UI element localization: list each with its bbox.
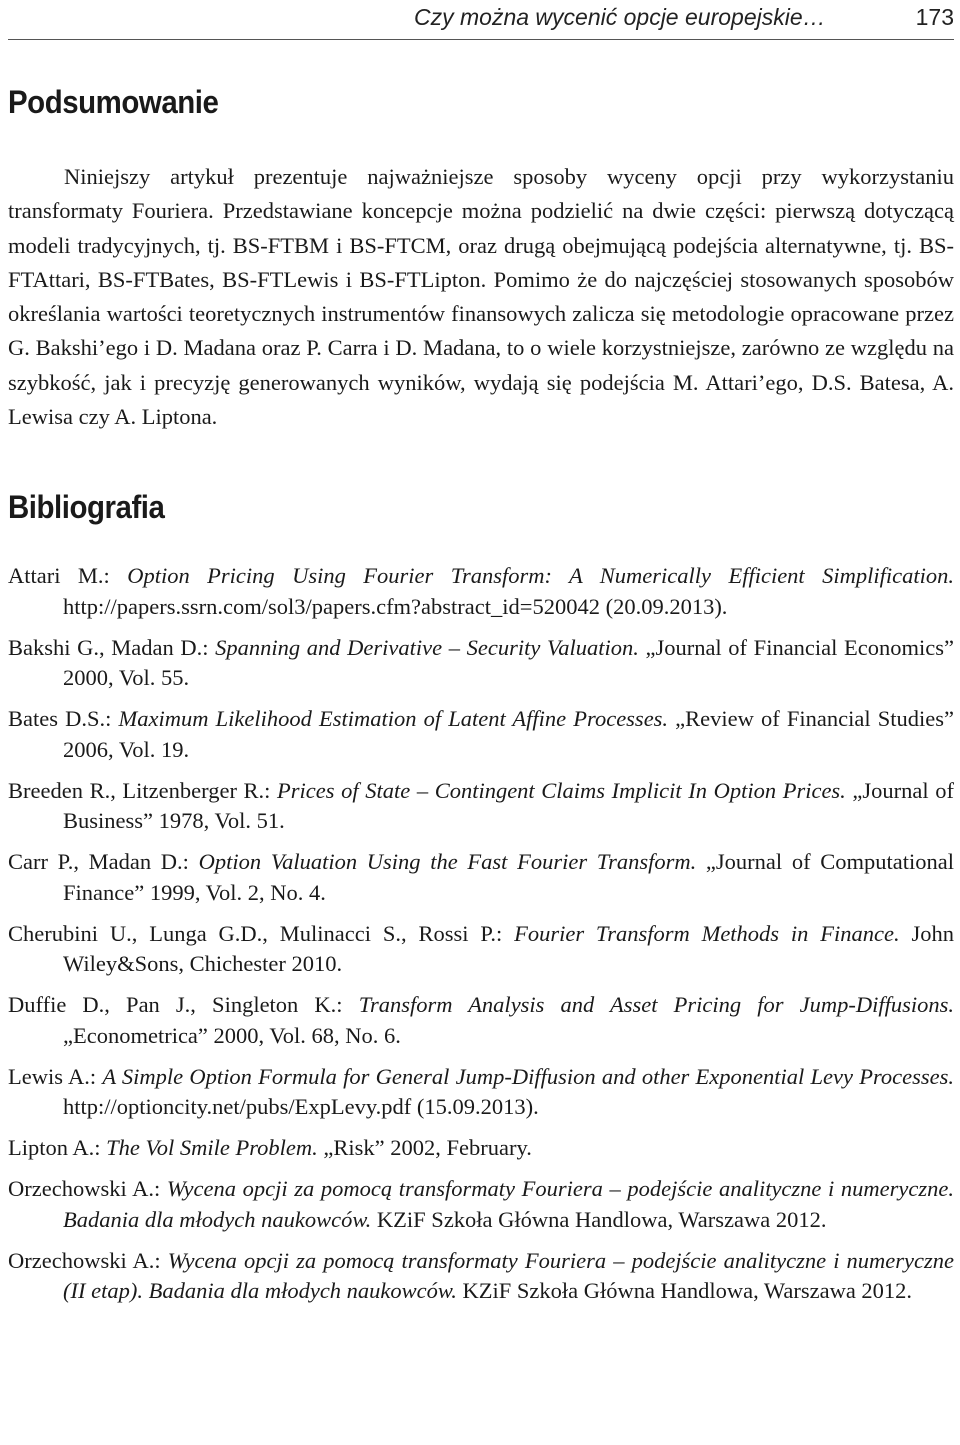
bibliography-entry bbox=[8, 1246, 954, 1307]
bibliography-entry bbox=[8, 847, 954, 908]
bibliography-entry bbox=[8, 633, 954, 694]
entry-title: Spanning and Derivative – Security Valuation. bbox=[215, 634, 639, 660]
entry-source: KZiF Szkoła Główna Handlowa, Warszawa 2012. bbox=[371, 1206, 827, 1232]
bibliography-entry bbox=[8, 919, 954, 980]
entry-authors: Attari M.: bbox=[8, 563, 128, 589]
entry-title: Fourier Transform Methods in Finance. bbox=[514, 920, 900, 946]
entry-source: KZiF Szkoła Główna Handlowa, Warszawa 2012. bbox=[456, 1278, 913, 1304]
entry-source: http://papers.ssrn.com/sol3/papers.cfm?abstract_id=520042 (20.09.2013). bbox=[63, 593, 728, 619]
entry-authors: Orzechowski A.: bbox=[8, 1176, 167, 1202]
bibliography-entry bbox=[8, 1133, 954, 1164]
summary-heading: Podsumowanie bbox=[8, 84, 219, 120]
entry-source: „Risk” 2002, February. bbox=[317, 1135, 532, 1161]
entry-source: „Journal of Computational Finance” 1999, Vol. 2, No. 4. bbox=[63, 849, 955, 905]
entry-source: „Review of Financial Studies” 2006, Vol. 19. bbox=[63, 706, 954, 762]
entry-authors: Duffie D., Pan J., Singleton K.: bbox=[8, 992, 359, 1018]
bibliography-entry bbox=[8, 1174, 954, 1235]
page-number: 173 bbox=[915, 4, 954, 30]
entry-authors: Bates D.S.: bbox=[8, 706, 119, 732]
entry-title: Transform Analysis and Asset Pricing for Jump-Diffusions. bbox=[358, 992, 954, 1018]
entry-authors: Lipton A.: bbox=[8, 1135, 107, 1161]
entry-authors: Orzechowski A.: bbox=[8, 1247, 168, 1273]
entry-authors: Lewis A.: bbox=[8, 1063, 103, 1089]
entry-title: Maximum Likelihood Estimation of Latent Affine Processes. bbox=[118, 706, 669, 732]
entry-authors: Bakshi G., Madan D.: bbox=[8, 634, 216, 660]
entry-authors: Breeden R., Litzenberger R.: bbox=[8, 777, 278, 803]
entry-title: Option Valuation Using the Fast Fourier Transform. bbox=[198, 849, 697, 875]
running-header bbox=[8, 0, 954, 40]
entry-title: Wycena opcji za pomocą transformaty Fouriera – podejście analityczne i numeryczne (II etap). Badania dla młodych naukowców. bbox=[63, 1247, 954, 1304]
summary-paragraph: Niniejszy artykuł prezentuje najważniejsze sposoby wyceny opcji przy wykorzystaniu transformaty Fouriera. Przedstawiane koncepcje można podzielić na dwie części: pierwszą dotyczącą modeli tradycyjnych, tj. BS-FTBM i BS-FTCM, oraz drugą obejmującą podejścia alternatywne, tj. BS-FTAttari, BS-FTBates, BS-FTLewis i BS-FTLipton. Pomimo że do najczęściej stosowanych sposobów określania wartości teoretycznych instrumentów finansowych zalicza się metodologie opracowane przez G. Bakshi’ego i D. Madana oraz P. Carra i D. Madana, to o wiele korzystniejsze, zarówno ze względu na szybkość, jak i precyzję generowanych wyników, wydają się podejścia M. Attari’ego, D.S. Batesa, A. Lewisa czy A. Liptona. bbox=[8, 164, 954, 430]
entry-authors: Cherubini U., Lunga G.D., Mulinacci S., Rossi P.: bbox=[8, 920, 515, 946]
entry-title: Option Pricing Using Fourier Transform: A Numerically Efficient Simplification. bbox=[127, 563, 954, 589]
entry-source: „Journal of Financial Economics” 2000, Vol. 55. bbox=[63, 634, 954, 691]
entry-title: Wycena opcji za pomocą transformaty Fouriera – podejście analityczne i numeryczne. Badania dla młodych naukowców. bbox=[63, 1176, 954, 1232]
entry-title: Prices of State – Contingent Claims Implicit In Option Prices. bbox=[277, 777, 846, 803]
bibliography-entry bbox=[8, 704, 954, 765]
bibliography-entry bbox=[8, 561, 954, 622]
entry-title: The Vol Smile Problem. bbox=[106, 1135, 318, 1161]
bibliography-entry bbox=[8, 776, 954, 837]
entry-source: „Journal of Business” 1978, Vol. 51. bbox=[63, 777, 954, 834]
entry-source: John Wiley&Sons, Chichester 2010. bbox=[63, 920, 954, 977]
running-title: Czy można wycenić opcje europejskie… bbox=[414, 4, 826, 30]
bibliography-heading: Bibliografia bbox=[8, 489, 165, 526]
bibliography-entry bbox=[8, 1062, 954, 1123]
entry-authors: Carr P., Madan D.: bbox=[8, 849, 199, 875]
bibliography-entry bbox=[8, 990, 954, 1051]
entry-title: A Simple Option Formula for General Jump-Diffusion and other Exponential Levy Processes. bbox=[102, 1063, 954, 1089]
entry-source: http://optioncity.net/pubs/ExpLevy.pdf (15.09.2013). bbox=[63, 1094, 539, 1120]
bibliography-list bbox=[8, 561, 954, 1307]
entry-source: „Econometrica” 2000, Vol. 68, No. 6. bbox=[63, 1022, 401, 1048]
